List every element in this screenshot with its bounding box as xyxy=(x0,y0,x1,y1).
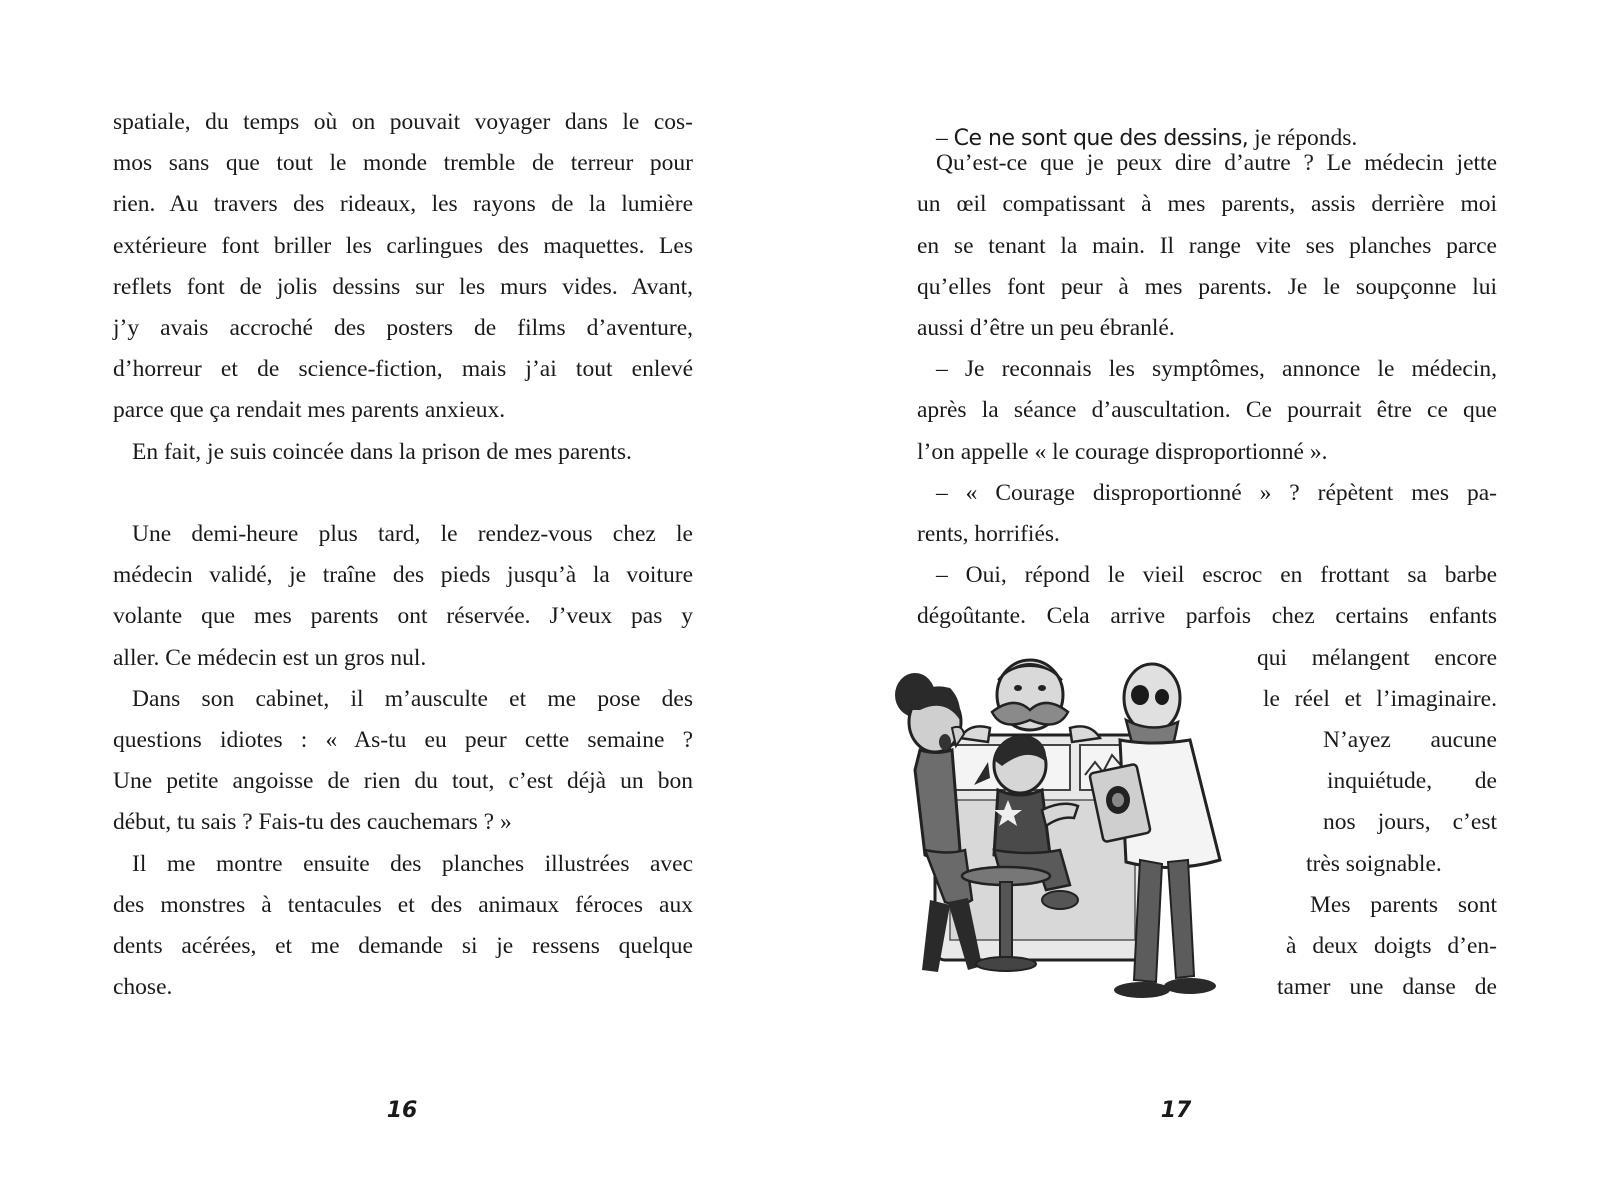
text-line: rents, horrifiés. xyxy=(917,521,1060,547)
text-line: Il me montre ensuite des planches illustrées avec xyxy=(132,850,693,877)
text-line: début, tu sais ? Fais-tu des cauchemars ? » xyxy=(113,809,512,836)
text-line: volante que mes parents ont réservée. J’veux pas y xyxy=(113,603,693,630)
text-line: en se tenant la main. Il range vite ses planches parce xyxy=(917,232,1497,259)
text-line: questions idiotes : « As-tu eu peur cette semaine ? xyxy=(113,727,693,753)
text-line: qu’elles font peur à mes parents. Je le soupçonne lui xyxy=(917,273,1497,300)
page-number-left: 16 xyxy=(386,1098,418,1123)
text-line: un œil compatissant à mes parents, assis derrière moi xyxy=(917,191,1497,218)
text-line: médecin validé, je traîne des pieds jusqu’à la voiture xyxy=(113,562,693,589)
text-line: d’horreur et de science-fiction, mais j’ai tout enlevé xyxy=(113,356,693,383)
text-line: des monstres à tentacules et des animaux féroces aux xyxy=(113,891,693,918)
text-line: reflets font de jolis dessins sur les murs vides. Avant, xyxy=(113,273,693,300)
text-line: aussi d’être un peu ébranlé. xyxy=(917,315,1175,341)
text-line: qui mélangent encore xyxy=(1257,644,1497,671)
text-line: Mes parents sont xyxy=(1310,891,1497,918)
dialogue-dash: – xyxy=(936,125,954,151)
text-line: Une demi-heure plus tard, le rendez-vous chez le xyxy=(132,521,693,547)
page-number-right: 17 xyxy=(1160,1098,1192,1123)
text-line: dégoûtante. Cela arrive parfois chez certains enfants xyxy=(917,603,1497,630)
text-line: – « Courage disproportionné » ? répètent mes pa- xyxy=(936,479,1497,506)
text-line: inquiétude, de xyxy=(1327,768,1497,795)
doctor-visit-illustration xyxy=(890,650,1270,1030)
text-line: nos jours, c’est xyxy=(1323,809,1497,836)
text-line: après la séance d’auscultation. Ce pourrait être ce que xyxy=(917,397,1497,424)
text-line: mos sans que tout le monde tremble de terreur pour xyxy=(113,150,693,177)
text-line: tamer une danse de xyxy=(1277,974,1497,1001)
father-figure xyxy=(960,660,1100,742)
text-line: N’ayez aucune xyxy=(1323,727,1497,753)
text-line: aller. Ce médecin est un gros nul. xyxy=(113,644,427,671)
text-line: chose. xyxy=(113,974,173,1001)
text-line: l’on appelle « le courage disproportionné ». xyxy=(917,438,1328,465)
text-line: à deux doigts d’en- xyxy=(1286,933,1497,959)
text-line: j’y avais accroché des posters de films d’aventure, xyxy=(113,315,693,341)
text-line: parce que ça rendait mes parents anxieux. xyxy=(113,397,506,424)
text-line: Qu’est-ce que je peux dire d’autre ? Le médecin jette xyxy=(936,150,1497,177)
text-line: extérieure font briller les carlingues des maquettes. Les xyxy=(113,232,693,259)
text-line: En fait, je suis coincée dans la prison de mes parents. xyxy=(132,438,632,465)
text-line: Une petite angoisse de rien du tout, c’est déjà un bon xyxy=(113,768,693,795)
text-line: Dans son cabinet, il m’ausculte et me pose des xyxy=(132,685,693,712)
text-line: dents acérées, et me demande si je ressens quelque xyxy=(113,933,693,959)
speech-text: Ce ne sont que des dessins, xyxy=(953,126,1249,151)
text-line: spatiale, du temps où on pouvait voyager dans le cos- xyxy=(113,109,693,135)
text-line: – Oui, répond le vieil escroc en frottant sa barbe xyxy=(936,562,1497,589)
text-line: le réel et l’imaginaire. xyxy=(1263,685,1497,712)
text-line xyxy=(113,478,693,508)
text-line: très soignable. xyxy=(1306,850,1442,877)
narration-text: je réponds. xyxy=(1248,125,1358,151)
text-line: rien. Au travers des rideaux, les rayons de la lumière xyxy=(113,191,693,218)
text-line: – Je reconnais les symptômes, annonce le médecin, xyxy=(936,356,1497,383)
